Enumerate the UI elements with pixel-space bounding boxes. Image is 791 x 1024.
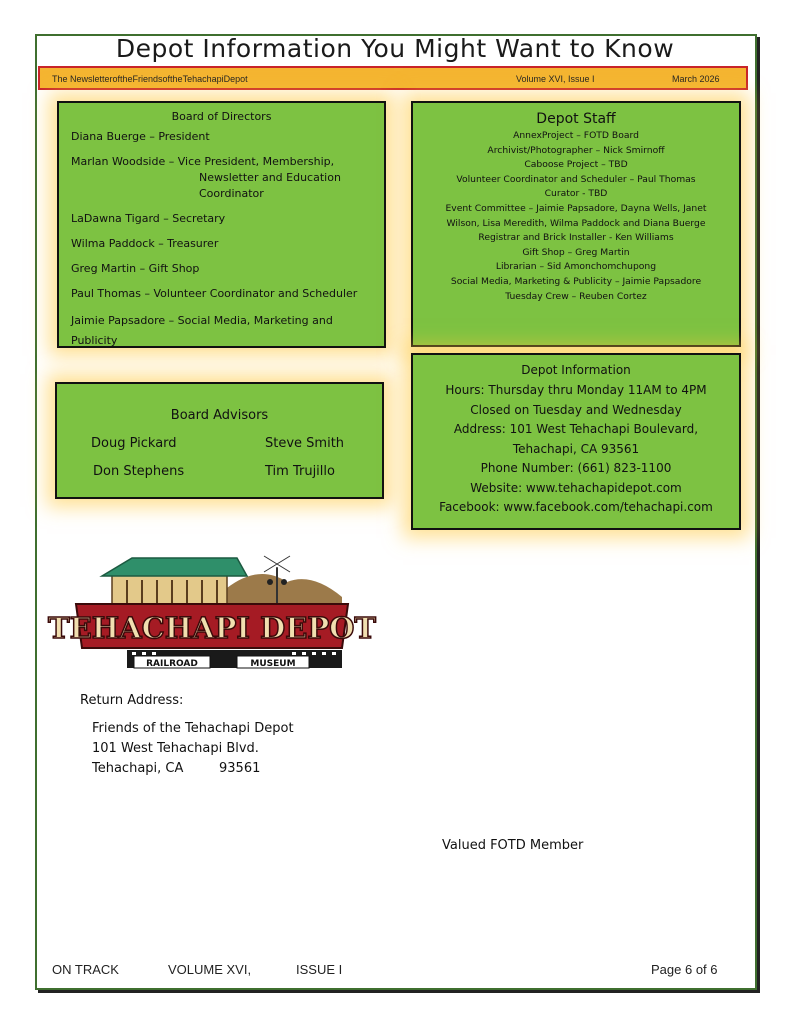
info-website: Website: www.tehachapidepot.com	[470, 480, 682, 495]
footer-page-number: Page 6 of 6	[651, 962, 718, 977]
volume-issue: Volume XVI, Issue I	[516, 74, 595, 84]
logo-museum-text: MUSEUM	[250, 659, 296, 669]
info-title: Depot Information	[521, 363, 631, 377]
staff-line: Registrar and Brick Installer - Ken Williams	[478, 232, 674, 244]
staff-line: Event Committee – Jaimie Papsadore, Dayna Wells, Janet	[445, 202, 707, 214]
advisor-name: Steve Smith	[265, 436, 345, 451]
page-title: Depot Information You Might Want to Know	[115, 34, 675, 63]
staff-line: Caboose Project – TBD	[524, 159, 628, 171]
board-member: Wilma Paddock – Treasurer	[71, 237, 219, 250]
depot-staff-box	[411, 101, 741, 347]
logo-main-text: TEHACHAPI DEPOT	[48, 611, 376, 645]
board-member: Diana Buerge – President	[71, 130, 210, 143]
footer-issue: ISSUE I	[296, 962, 343, 977]
info-address-city: Tehachapi, CA 93561	[512, 441, 640, 456]
board-member: Greg Martin – Gift Shop	[71, 262, 200, 275]
staff-line: Librarian – Sid Amonchomchupong	[495, 261, 657, 273]
board-member: Jaimie Papsadore – Social Media, Marketing and Publicity	[71, 314, 333, 347]
info-phone: Phone Number: (661) 823-1100	[480, 461, 672, 475]
board-of-directors-box	[57, 101, 386, 348]
info-closed: Closed on Tuesday and Wednesday	[470, 402, 682, 417]
depot-information-box	[411, 353, 741, 530]
newsletter-header-bar	[38, 66, 748, 90]
staff-line: Social Media, Marketing & Publicity – Jaimie Papsadore	[450, 275, 702, 287]
staff-line: Archivist/Photographer – Nick Smirnoff	[487, 144, 665, 156]
staff-line: Tuesday Crew – Reuben Cortez	[505, 290, 647, 302]
depot-roof	[102, 558, 247, 576]
board-title: Board of Directors	[171, 110, 272, 123]
return-address-label: Return Address:	[80, 693, 184, 708]
logo-railroad-text: RAILROAD	[146, 659, 198, 669]
info-hours: Hours: Thursday thru Monday 11AM to 4PM	[445, 383, 707, 397]
return-address-zip: 93561	[219, 761, 261, 776]
advisor-name: Tim Trujillo	[265, 464, 335, 479]
staff-line: AnnexProject – FOTD Board	[513, 130, 639, 141]
board-member-continued: Newsletter and Education Coordinator	[199, 171, 341, 200]
board-member: Marlan Woodside – Vice President, Membership,	[71, 155, 335, 168]
return-address-city: Tehachapi, CA	[92, 761, 184, 776]
footer-volume: VOLUME XVI,	[168, 962, 252, 977]
staff-title: Depot Staff	[536, 111, 616, 127]
board-advisors-box	[55, 382, 384, 499]
footer-newsletter-name: ON TRACK	[52, 962, 119, 977]
staff-line: Volunteer Coordinator and Scheduler – Paul Thomas	[456, 173, 696, 185]
staff-line: Wilson, Lisa Meredith, Wilma Paddock and Diana Buerge	[446, 217, 706, 229]
tehachapi-depot-logo	[48, 552, 376, 682]
info-facebook: Facebook: www.facebook.com/tehachapi.com	[439, 500, 713, 514]
info-address: Address: 101 West Tehachapi Boulevard,	[453, 422, 699, 436]
board-member: Paul Thomas – Volunteer Coordinator and Scheduler	[71, 287, 358, 300]
return-address-line2: 101 West Tehachapi Blvd.	[92, 741, 259, 756]
staff-line: Gift Shop – Greg Martin	[522, 246, 630, 258]
advisor-name: Doug Pickard	[91, 436, 177, 451]
advisors-title: Board Advisors	[170, 408, 269, 423]
advisor-name: Don Stephens	[93, 464, 185, 479]
issue-date: March 2026	[672, 74, 720, 84]
return-address-line1: Friends of the Tehachapi Depot	[92, 721, 294, 736]
newsletter-name: The NewsletteroftheFriendsoftheTehachapiDepot	[52, 74, 248, 84]
staff-line: Curator - TBD	[544, 188, 608, 200]
valued-member-label: Valued FOTD Member	[442, 838, 584, 853]
board-member: LaDawna Tigard – Secretary	[71, 212, 226, 225]
